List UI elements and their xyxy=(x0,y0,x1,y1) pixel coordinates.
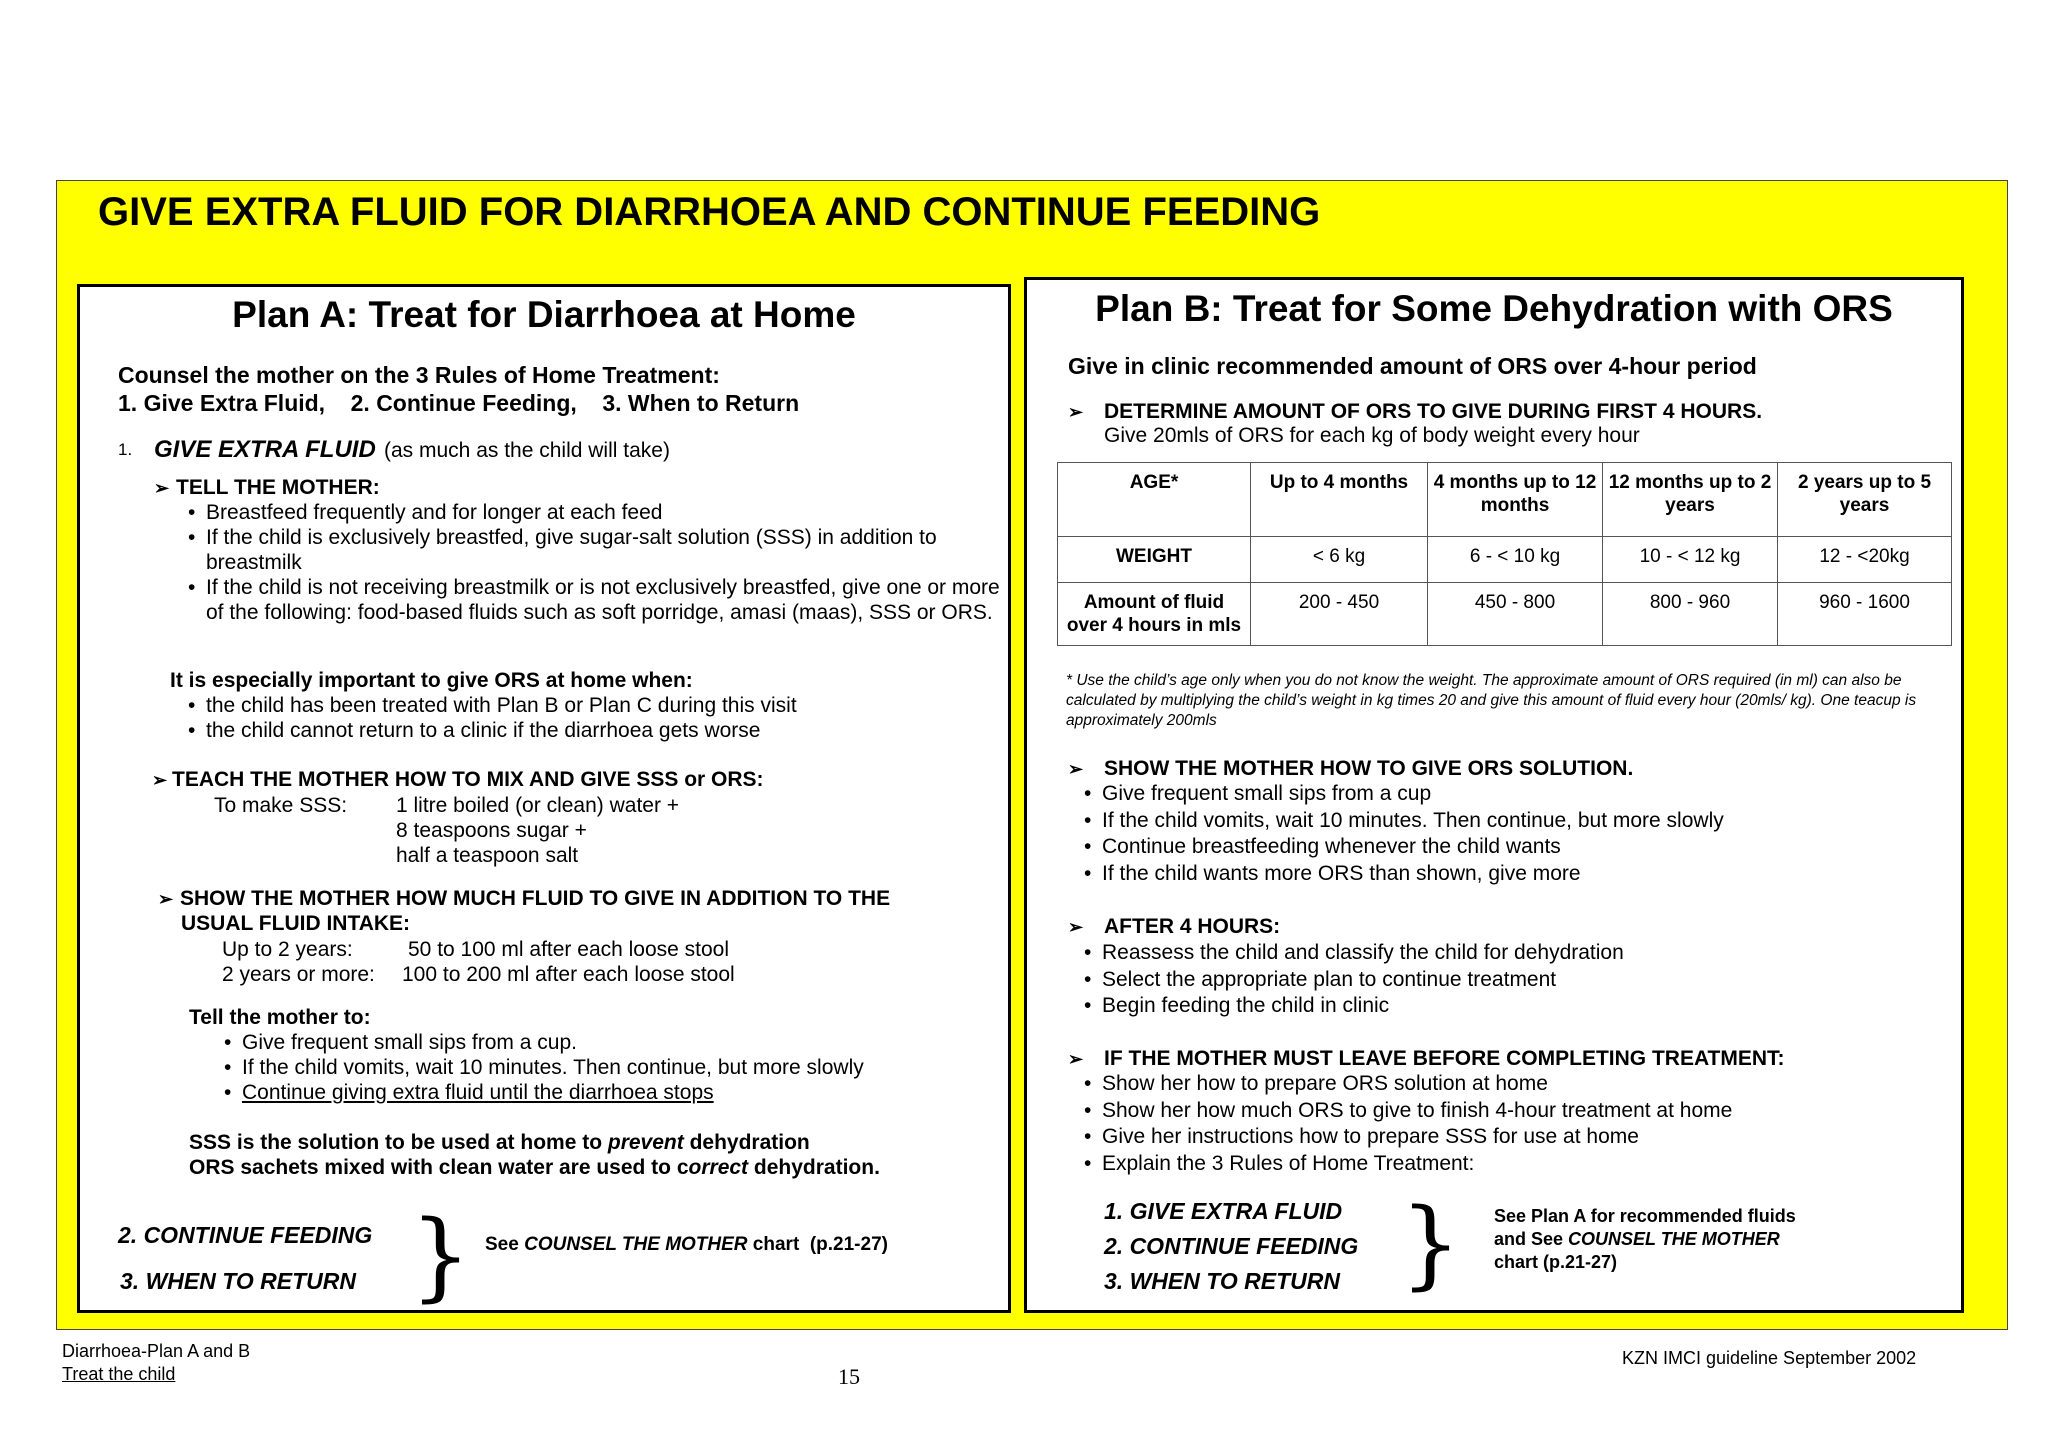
show-ors-heading: ➢ SHOW THE MOTHER HOW TO GIVE ORS SOLUTION. xyxy=(1068,757,1634,780)
footer-subsection: Treat the child xyxy=(62,1364,176,1384)
tell-to-list xyxy=(224,1030,864,1105)
sss-prevent-line: SSS is the solution to be used at home to prevent dehydration xyxy=(189,1131,810,1154)
list-item: • Reassess the child and classify the child for dehydration xyxy=(1084,940,1624,967)
arrow-icon: ➢ xyxy=(1068,759,1084,779)
plan-b-subheading: Give in clinic recommended amount of ORS over 4-hour period xyxy=(1068,353,1757,379)
arrow-icon: ➢ xyxy=(1068,917,1084,937)
plan-b-rule1: 1. GIVE EXTRA FLUID xyxy=(1104,1198,1343,1224)
show-ors-list xyxy=(1084,781,1724,887)
brace-icon: } xyxy=(410,1200,472,1312)
list-item: • Select the appropriate plan to continue treatment xyxy=(1084,967,1624,994)
table-cell: 960 - 1600 xyxy=(1778,583,1952,646)
table-cell: < 6 kg xyxy=(1251,537,1428,583)
list-item: • Continue giving extra fluid until the diarrhoea stops xyxy=(224,1080,864,1105)
leave-list xyxy=(1084,1071,1732,1177)
list-item: • Continue breastfeeding whenever the child wants xyxy=(1084,834,1724,861)
table-cell: 10 - < 12 kg xyxy=(1603,537,1778,583)
arrow-icon: ➢ xyxy=(1068,402,1084,422)
table-header-cell: 4 months up to 12 months xyxy=(1428,463,1603,537)
important-list xyxy=(188,693,797,743)
sss-recipe-3: half a teaspoon salt xyxy=(396,844,579,867)
table-header-cell: 2 years up to 5 years xyxy=(1778,463,1952,537)
tell-mother-heading: ➢ TELL THE MOTHER: xyxy=(154,476,380,499)
fluid-amount-1: 50 to 100 ml after each loose stool xyxy=(408,938,730,961)
rule1-note: (as much as the child will take) xyxy=(384,439,670,462)
plan-b-rule2: 2. CONTINUE FEEDING xyxy=(1104,1233,1359,1259)
important-heading: It is especially important to give ORS at home when: xyxy=(170,669,693,692)
table-cell: 6 - < 10 kg xyxy=(1428,537,1603,583)
footer-section: Diarrhoea-Plan A and B xyxy=(62,1341,251,1361)
plan-a-rule3: 3. WHEN TO RETURN xyxy=(120,1268,356,1294)
rule1-title: GIVE EXTRA FLUID xyxy=(154,436,376,463)
footer-right: KZN IMCI guideline September 2002 xyxy=(1622,1348,1917,1368)
list-item: • If the child is not receiving breastmilk or is not exclusively breastfed, give one or more of the following: food-based fluids such as soft porridge, amasi (maas), SSS or ORS. xyxy=(188,575,1008,625)
determine-heading: ➢ DETERMINE AMOUNT OF ORS TO GIVE DURING FIRST 4 HOURS. xyxy=(1068,400,1763,423)
list-item: • Show her how much ORS to give to finish 4-hour treatment at home xyxy=(1084,1098,1732,1125)
table-footnote: * Use the child’s age only when you do not know the weight. The approximate amount of ORS required (in ml) can also be calculated by multiplying the child’s weight in kg times 20 and give this amount of fluid every hour (20mls/ kg). One teacup is approximately 200mls xyxy=(1066,672,1917,729)
table-header-cell: Up to 4 months xyxy=(1251,463,1428,537)
list-item: • If the child vomits, wait 10 minutes. Then continue, but more slowly xyxy=(224,1055,864,1080)
ors-amount-table xyxy=(1057,462,1952,646)
teach-heading: ➢ TEACH THE MOTHER HOW TO MIX AND GIVE SSS or ORS: xyxy=(152,768,764,791)
arrow-icon: ➢ xyxy=(152,770,168,790)
table-row xyxy=(1058,583,1952,646)
plan-b-heading: Plan B: Treat for Some Dehydration with ORS xyxy=(1095,288,1893,329)
list-item: • Give frequent small sips from a cup. xyxy=(224,1030,864,1055)
table-header-cell: AGE* xyxy=(1058,463,1251,537)
plan-a-see-counsel: See COUNSEL THE MOTHER chart (p.21-27) xyxy=(485,1234,888,1255)
counsel-line-2: 1. Give Extra Fluid, 2. Continue Feeding, 3. When to Return xyxy=(118,390,800,416)
plan-a-rule2: 2. CONTINUE FEEDING xyxy=(118,1222,373,1248)
list-item: • If the child wants more ORS than shown, give more xyxy=(1084,861,1724,888)
table-header-cell: 12 months up to 2 years xyxy=(1603,463,1778,537)
brace-icon: } xyxy=(1400,1188,1462,1300)
arrow-icon: ➢ xyxy=(1068,1049,1084,1069)
after-4-hours-list xyxy=(1084,940,1624,1020)
arrow-icon: ➢ xyxy=(154,478,170,498)
list-item: • Explain the 3 Rules of Home Treatment: xyxy=(1084,1151,1732,1178)
counsel-line-1: Counsel the mother on the 3 Rules of Home Treatment: xyxy=(118,362,720,388)
list-item: • Give her instructions how to prepare SSS for use at home xyxy=(1084,1124,1732,1151)
plan-b-rule3: 3. WHEN TO RETURN xyxy=(1104,1268,1340,1294)
rule1-number: 1. xyxy=(118,440,133,459)
make-sss-label: To make SSS: xyxy=(214,794,348,817)
leave-heading: ➢ IF THE MOTHER MUST LEAVE BEFORE COMPLETING TREATMENT: xyxy=(1068,1047,1785,1070)
determine-text: Give 20mls of ORS for each kg of body weight every hour xyxy=(1104,424,1640,447)
table-cell: 450 - 800 xyxy=(1428,583,1603,646)
list-item: • Show her how to prepare ORS solution at home xyxy=(1084,1071,1732,1098)
page-number: 15 xyxy=(838,1364,860,1389)
plan-b-see-plan-a: See Plan A for recommended fluids and See COUNSEL THE MOTHER chart (p.21-27) xyxy=(1494,1206,1796,1272)
list-item: • the child has been treated with Plan B or Plan C during this visit xyxy=(188,693,797,718)
list-item: • If the child vomits, wait 10 minutes. Then continue, but more slowly xyxy=(1084,808,1724,835)
fluid-age-2: 2 years or more: xyxy=(222,963,375,986)
arrow-icon: ➢ xyxy=(158,889,174,909)
table-cell: 200 - 450 xyxy=(1251,583,1428,646)
table-row xyxy=(1058,537,1952,583)
after-4-hours-heading: ➢ AFTER 4 HOURS: xyxy=(1068,915,1281,938)
fluid-age-1: Up to 2 years: xyxy=(222,938,353,961)
sss-recipe-2: 8 teaspoons sugar + xyxy=(396,819,587,842)
table-cell: 12 - <20kg xyxy=(1778,537,1952,583)
plan-a-heading: Plan A: Treat for Diarrhoea at Home xyxy=(232,294,856,335)
table-cell: Amount of fluid over 4 hours in mls xyxy=(1058,583,1251,646)
page-title: GIVE EXTRA FLUID FOR DIARRHOEA AND CONTINUE FEEDING xyxy=(98,190,1321,234)
table-cell: 800 - 960 xyxy=(1603,583,1778,646)
list-item: • If the child is exclusively breastfed, give sugar-salt solution (SSS) in addition to breastmilk xyxy=(188,525,1008,575)
tell-to-heading: Tell the mother to: xyxy=(189,1006,371,1029)
tell-mother-list xyxy=(188,500,1008,625)
list-item: • Breastfeed frequently and for longer at each feed xyxy=(188,500,1008,525)
sss-recipe-1: 1 litre boiled (or clean) water + xyxy=(396,794,680,817)
list-item: • Begin feeding the child in clinic xyxy=(1084,993,1624,1020)
table-row xyxy=(1058,463,1952,537)
show-fluid-heading: ➢ SHOW THE MOTHER HOW MUCH FLUID TO GIVE IN ADDITION TO THE xyxy=(158,887,891,910)
show-fluid-heading-2: USUAL FLUID INTAKE: xyxy=(181,912,411,935)
list-item: • Give frequent small sips from a cup xyxy=(1084,781,1724,808)
list-item: • the child cannot return to a clinic if the diarrhoea gets worse xyxy=(188,718,797,743)
table-cell: WEIGHT xyxy=(1058,537,1251,583)
ors-correct-line: ORS sachets mixed with clean water are used to correct dehydration. xyxy=(189,1156,880,1179)
fluid-amount-2: 100 to 200 ml after each loose stool xyxy=(402,963,735,986)
